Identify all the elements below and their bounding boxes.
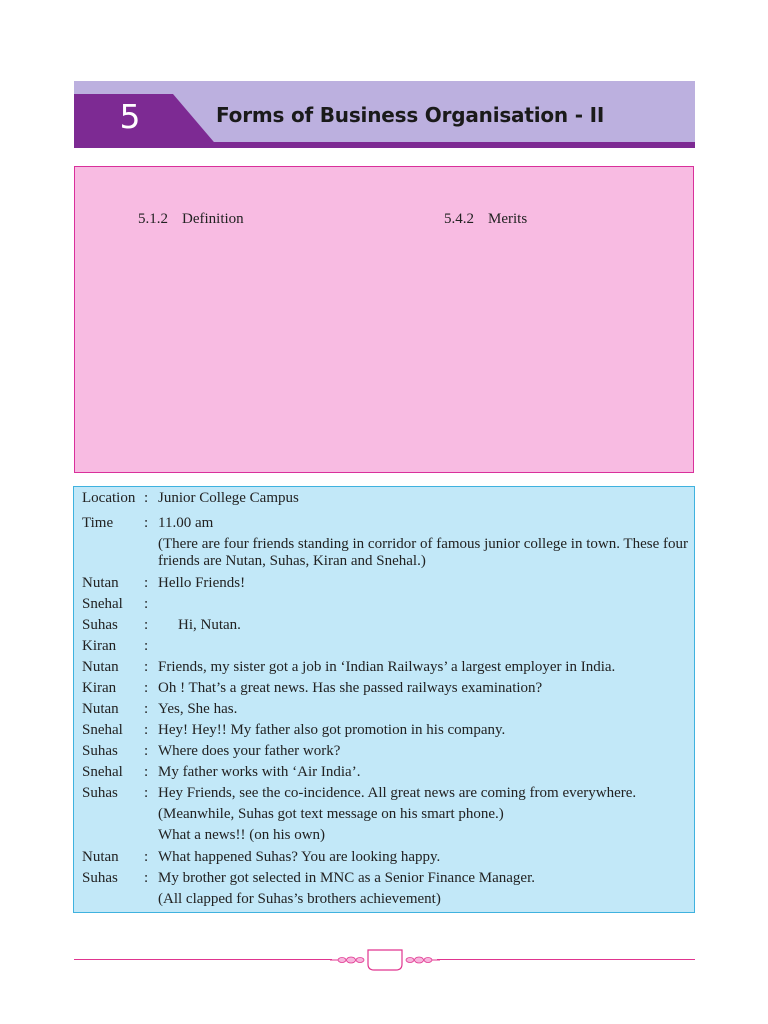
chapter-title: Forms of Business Organisation - II: [216, 103, 605, 127]
speaker-name: Kiran: [82, 638, 117, 654]
dialogue-text: Hello Friends!: [158, 575, 246, 591]
dialogue-text: What a news!! (on his own): [158, 827, 326, 843]
contents-item-merits: [444, 211, 527, 228]
dialogue-box: Location : Junior College Campus Time : 11.00 am (There are four friends standing in corridor of famous junior college in town. These four friends are Nutan, Suhas, Kiran and Snehal.) Nutan : Hello Friends! Snehal : Suhas : Hi, Nutan. Kiran : Nutan : Friends, my sister got a job in ‘Indian Railways’ a largest employer in India. Kiran : Oh ! That’s a great news. Has she passed railways examination? Nutan : Yes, She has. Snehal : Hey! Hey!! My father also got promotion in his company. Suhas : Where does your father work? Snehal : My father works with ‘Air India’. Suhas : Hey Friends, see the co-incidence. All great news are coming from everywhere. (Meanwhile, Suhas got text message on his smart phone.) What a news!! (on his own) Nutan : What happened Suhas? You are looking happy. Suhas : My brother got selected in MNC as a Senior Finance Manager. (All clapped for Suhas’s brothers achievement): [73, 486, 695, 913]
page-footer: [74, 946, 695, 974]
contents-item-number: 5.4.2: [444, 211, 474, 227]
stage-direction: (There are four friends standing in corridor of famous junior college in town. These four friends are Nutan, Suhas, Kiran and Snehal.): [158, 536, 688, 569]
speaker-name: Snehal: [82, 596, 123, 612]
speaker-name: Snehal: [82, 764, 123, 780]
speaker-name: Suhas: [82, 617, 118, 633]
contents-item-definition: [138, 211, 244, 228]
speaker-name: Time: [82, 515, 114, 531]
dialogue-text: Friends, my sister got a job in ‘Indian Railways’ a largest employer in India.: [158, 659, 616, 675]
dialogue-text: Junior College Campus: [158, 490, 299, 506]
stage-direction: (Meanwhile, Suhas got text message on his smart phone.): [158, 806, 504, 822]
speaker-name: Kiran: [82, 680, 117, 696]
chapter-header: [74, 81, 695, 148]
speaker-name: Nutan: [82, 849, 119, 865]
speaker-name: Nutan: [82, 659, 119, 675]
contents-item-label: Merits: [488, 211, 528, 227]
dialogue-text: Hi, Nutan.: [178, 617, 241, 633]
speaker-name: Suhas: [82, 870, 118, 886]
dialogue-text: Oh ! That’s a great news. Has she passed railways examination?: [158, 680, 543, 696]
speaker-name: Location: [82, 490, 136, 506]
contents-item-label: Definition: [182, 211, 244, 227]
speaker-name: Snehal: [82, 722, 123, 738]
dialogue-text: Hey! Hey!! My father also got promotion in his company.: [158, 722, 506, 738]
dialogue-text: Yes, She has.: [158, 701, 238, 717]
dialogue-text: Hey Friends, see the co-incidence. All great news are coming from everywhere.: [158, 785, 637, 801]
dialogue-text: What happened Suhas? You are looking happy.: [158, 849, 441, 865]
footer-rule-left: [74, 959, 332, 960]
speaker-name: Nutan: [82, 701, 119, 717]
speaker-name: Suhas: [82, 785, 118, 801]
speaker-name: Nutan: [82, 575, 119, 591]
stage-direction: (All clapped for Suhas’s brothers achievement): [158, 891, 441, 907]
chapter-contents-box: [74, 166, 694, 473]
contents-item-number: 5.1.2: [138, 211, 168, 227]
footer-ornament-icon: [330, 946, 440, 974]
chapter-number: 5: [119, 97, 141, 136]
dialogue-text: 11.00 am: [158, 515, 214, 531]
footer-rule-right: [437, 959, 695, 960]
dialogue-text: My brother got selected in MNC as a Senior Finance Manager.: [158, 870, 535, 886]
dialogue-text: Where does your father work?: [158, 743, 341, 759]
speaker-name: Suhas: [82, 743, 118, 759]
dialogue-text: My father works with ‘Air India’.: [158, 764, 361, 780]
